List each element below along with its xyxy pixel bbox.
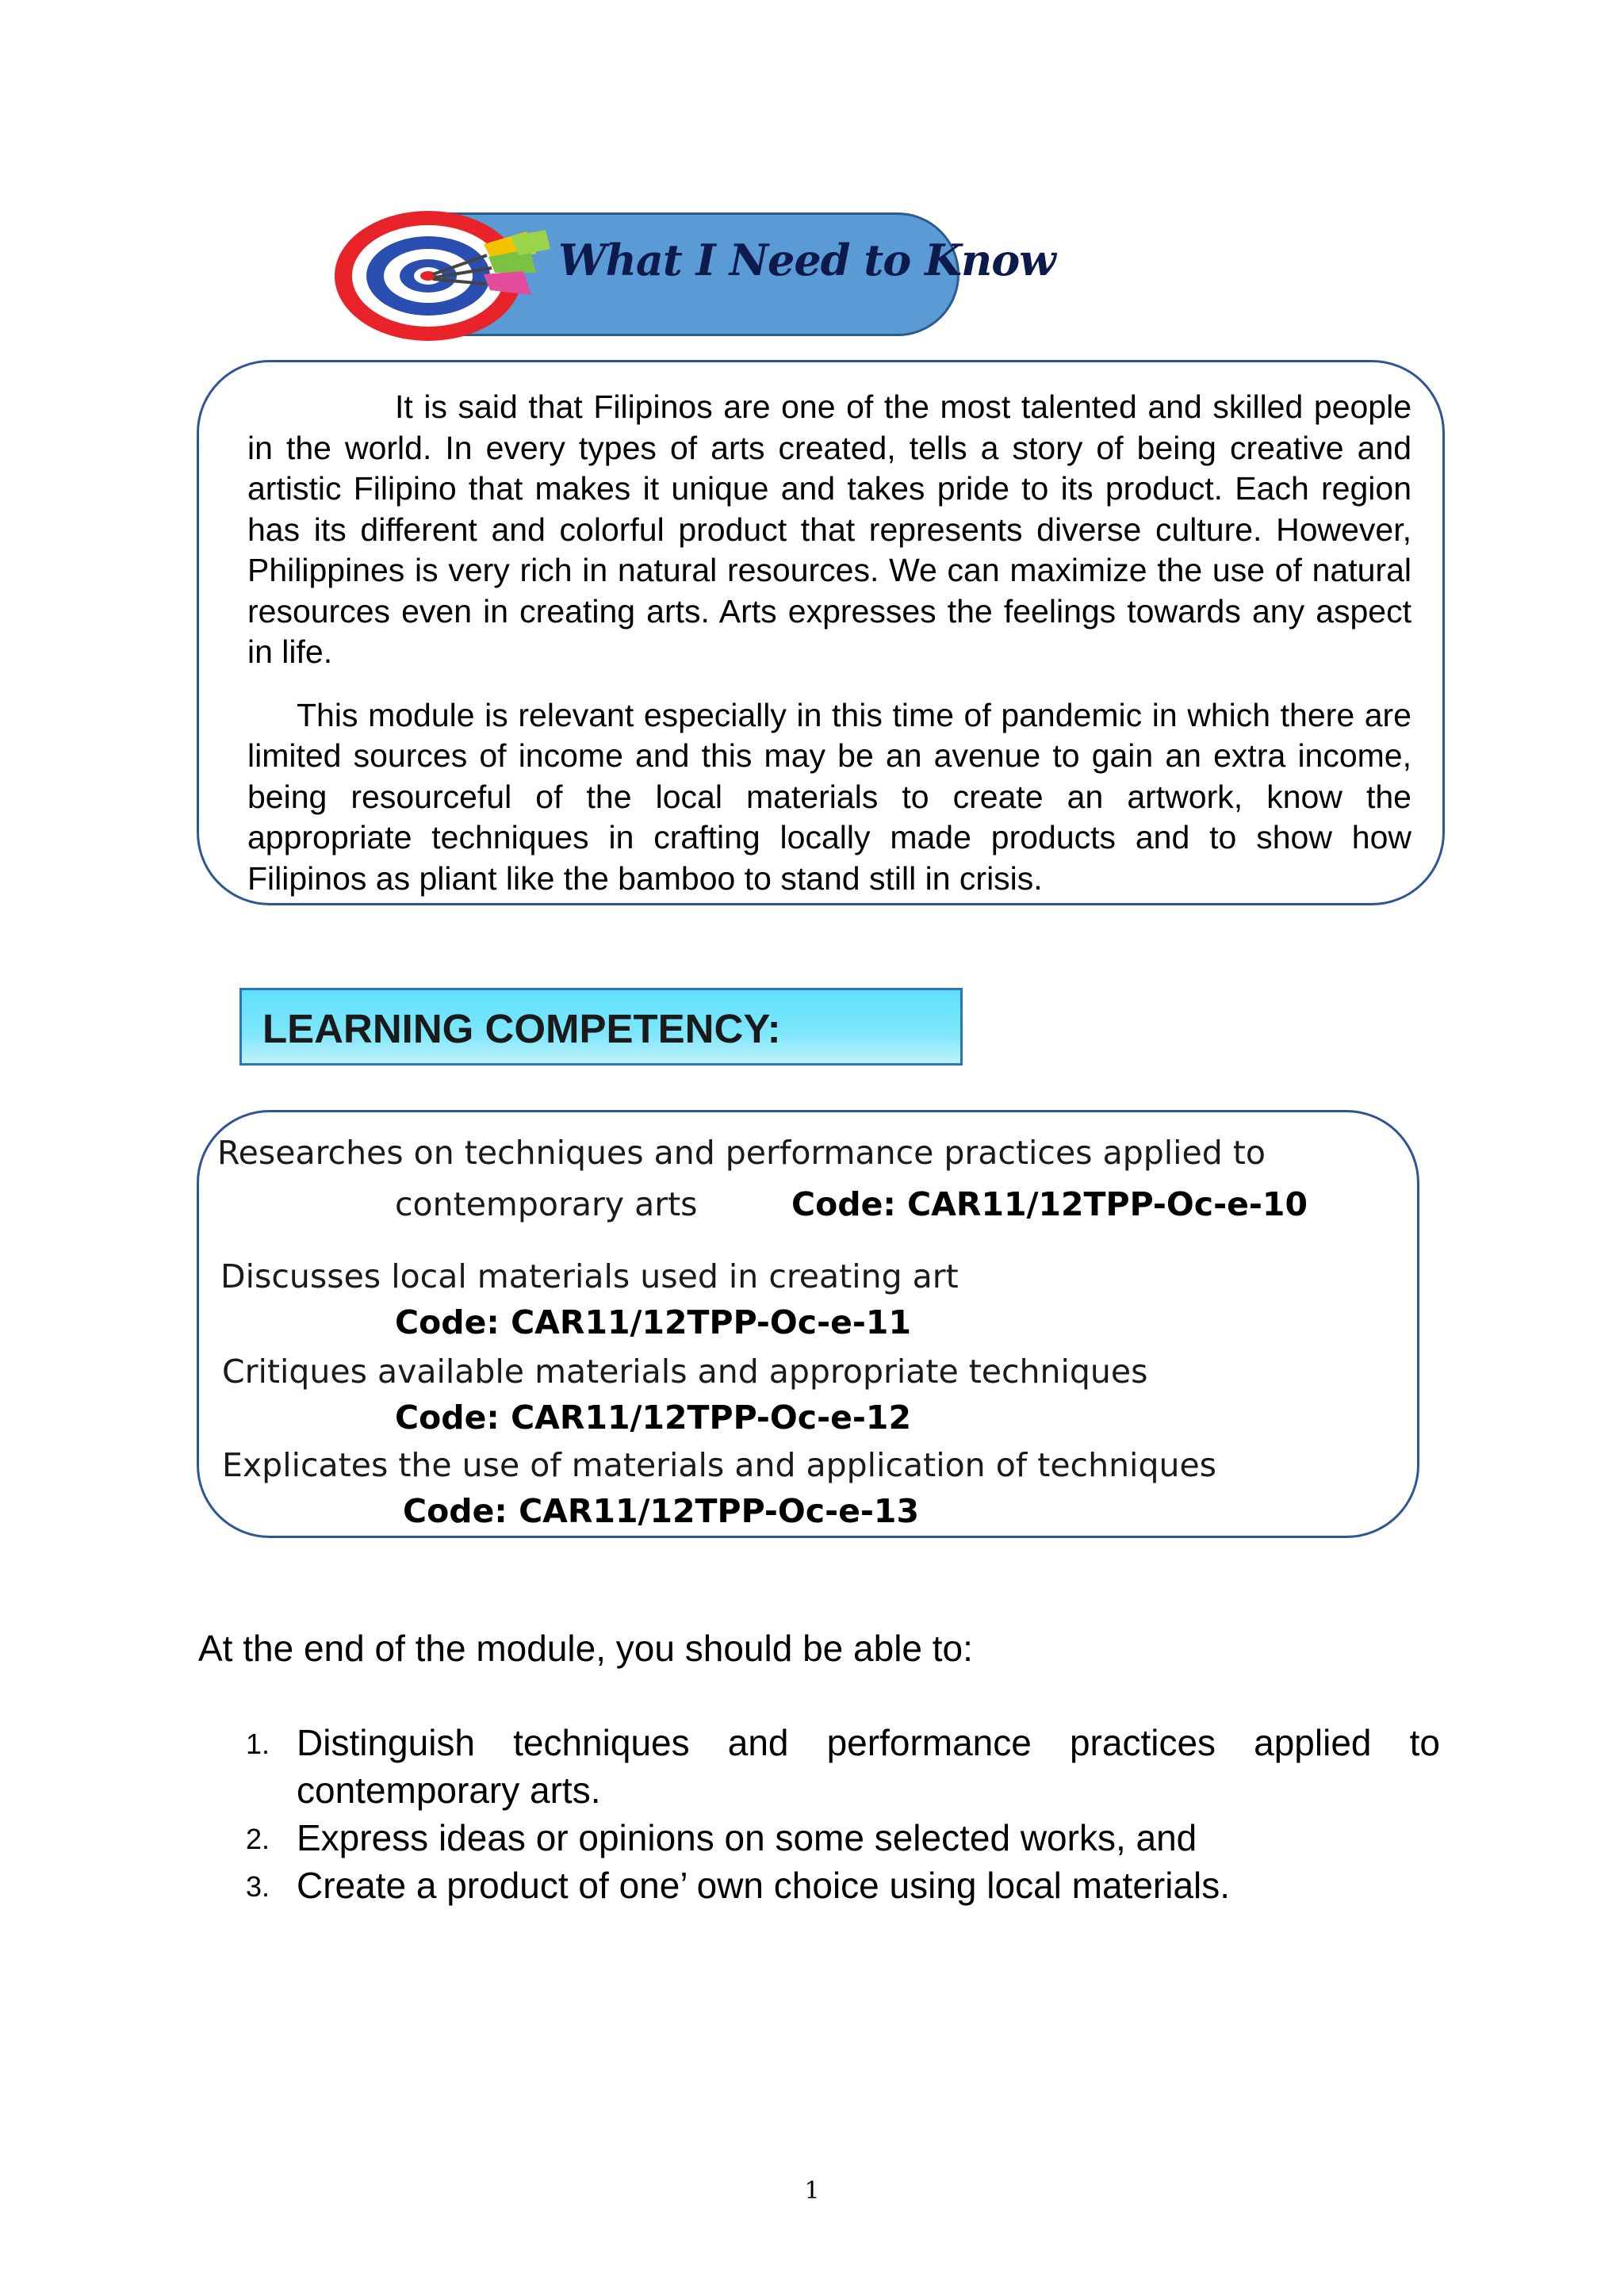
section-title: What I Need to Know <box>558 235 1055 285</box>
objective-text: Express ideas or opinions on some selected works, and <box>297 1817 1197 1858</box>
intro-paragraph: This module is relevant especially in this time of pandemic in which there are limited sources of income and this may be an avenue to gain an extra income, being resourceful of the local materials to create an artwork, know the appropriate techniques in crafting locally made products and to show how Filipinos as pliant like the bamboo to stand still in crisis. <box>247 696 1411 897</box>
objectives-list <box>246 1719 1440 1909</box>
learning-competency-heading: LEARNING COMPETENCY: <box>239 988 963 1066</box>
objective-text: Create a product of one’ own choice using local materials. <box>297 1865 1231 1906</box>
list-item <box>246 1814 1440 1862</box>
competency-code: Code: CAR11/12TPP-Oc-e-13 <box>403 1492 919 1530</box>
list-number: 3. <box>246 1870 270 1903</box>
competency-text: Critiques available materials and appropriate techniques <box>222 1353 1148 1391</box>
competency-text: Discusses local materials used in creating art <box>220 1257 959 1295</box>
competency-code: Code: CAR11/12TPP-Oc-e-10 <box>791 1185 1308 1223</box>
section-banner <box>328 212 1055 339</box>
competency-text: contemporary arts <box>395 1185 698 1223</box>
list-number: 2. <box>246 1823 270 1855</box>
objective-text: contemporary arts. <box>297 1770 601 1811</box>
objectives-intro: At the end of the module, you should be able to: <box>198 1628 973 1669</box>
intro-paragraph: It is said that Filipinos are one of the most talented and skilled people in the world. In every types of arts created, tells a story of being creative and artistic Filipino that makes it unique and takes pride to its product. Each region has its different and colorful product that represents diverse culture. However, Philippines is very rich in natural resources. We can maximize the use of natural resources even in creating arts. Arts expresses the feelings towards any aspect in life. <box>247 388 1411 670</box>
intro-text <box>247 387 1411 899</box>
objective-text: Distinguish techniques and performance practices applied to <box>297 1722 1440 1763</box>
page-number: 1 <box>804 2177 820 2205</box>
competency-text: Explicates the use of materials and application of techniques <box>222 1446 1217 1484</box>
list-item <box>246 1719 1440 1814</box>
competency-code: Code: CAR11/12TPP-Oc-e-11 <box>395 1303 911 1341</box>
competency-code: Code: CAR11/12TPP-Oc-e-12 <box>395 1399 911 1437</box>
competency-text: Researches on techniques and performance practices applied to <box>217 1134 1266 1172</box>
list-number: 1. <box>246 1728 270 1760</box>
list-item <box>246 1862 1440 1909</box>
